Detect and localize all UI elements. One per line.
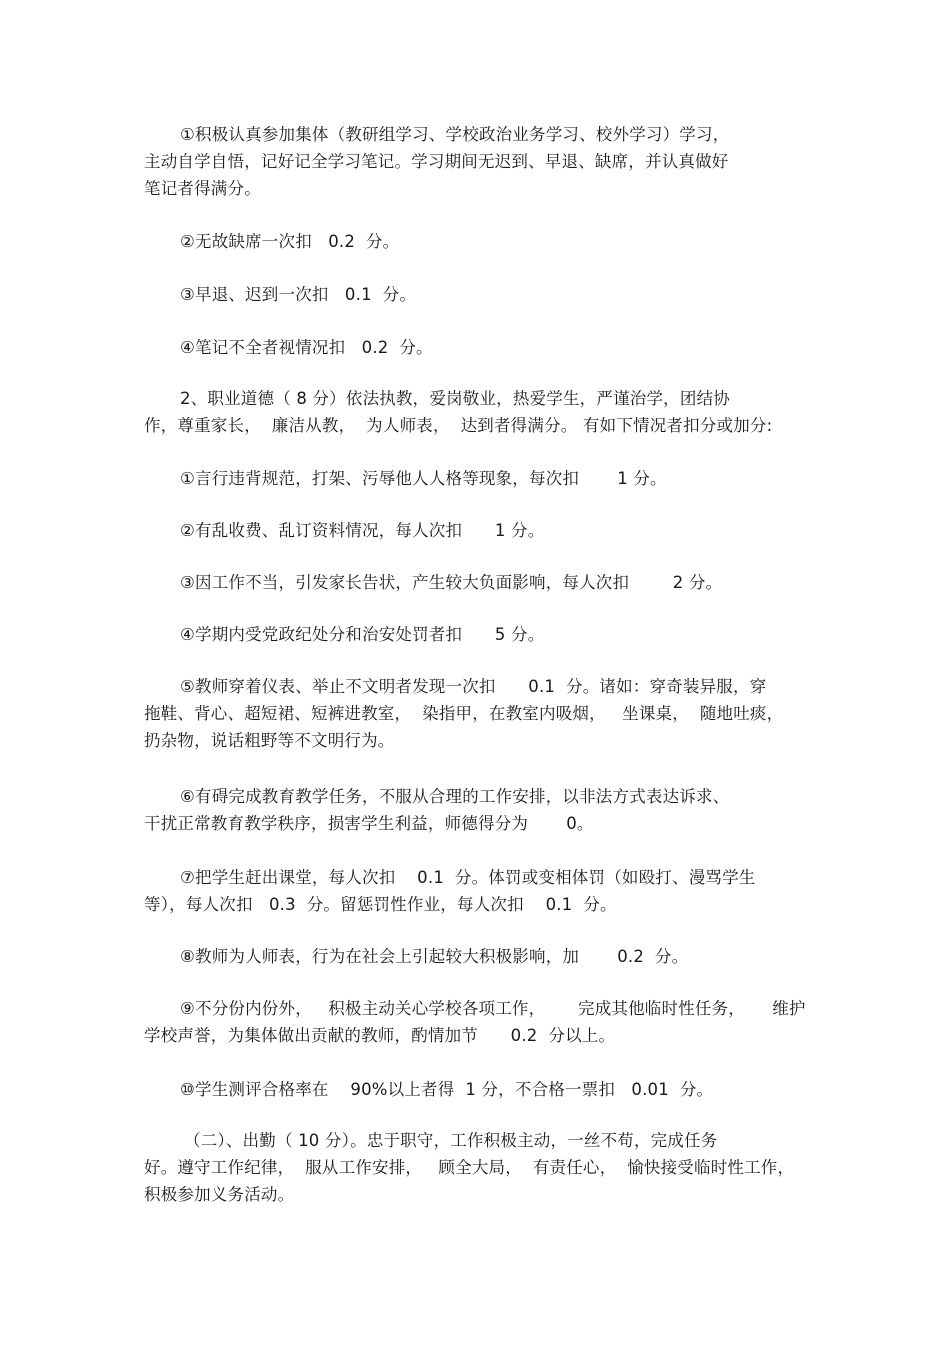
paragraph-line: 干扰正常教育教学秩序，损害学生利益，师德得分为 0。 <box>144 814 594 833</box>
paragraph-line: ⑦把学生赶出课堂，每人次扣 0.1 分。体罚或变相体罚（如殴打、漫骂学生 <box>180 868 756 887</box>
paragraph-3 <box>144 281 809 308</box>
paragraph-line: ⑩学生测评合格率在 90%以上者得 1 分，不合格一票扣 0.01 分。 <box>180 1080 714 1099</box>
paragraph-2 <box>144 228 809 255</box>
paragraph-16 <box>144 1127 809 1208</box>
paragraph-8 <box>144 569 809 596</box>
paragraph-14 <box>144 995 809 1049</box>
paragraph-9 <box>144 621 809 648</box>
paragraph-line: ④笔记不全者视情况扣 0.2 分。 <box>180 338 433 357</box>
paragraph-line: 好。遵守工作纪律， 服从工作安排， 顾全大局， 有责任心， 愉快接受临时性工作， <box>144 1158 795 1177</box>
paragraph-4 <box>144 334 809 361</box>
paragraph-1 <box>144 121 809 202</box>
paragraph-6 <box>144 465 809 492</box>
paragraph-line: 主动自学自悟，记好记全学习笔记。学习期间无迟到、早退、缺席，并认真做好 <box>144 152 729 171</box>
paragraph-line: 扔杂物，说话粗野等不文明行为。 <box>144 731 395 750</box>
paragraph-15 <box>144 1076 809 1103</box>
paragraph-line: ⑨不分份内份外， 积极主动关心学校各项工作， 完成其他临时性任务， 维护 <box>180 999 806 1018</box>
paragraph-line: ④学期内受党政纪处分和治安处罚者扣 5 分。 <box>180 625 545 644</box>
paragraph-line: ②有乱收费、乱订资料情况，每人次扣 1 分。 <box>180 521 545 540</box>
paragraph-line: ③因工作不当，引发家长告状，产生较大负面影响，每人次扣 2 分。 <box>180 573 723 592</box>
paragraph-line: ⑧教师为人师表，行为在社会上引起较大积极影响，加 0.2 分。 <box>180 947 689 966</box>
paragraph-12 <box>144 864 809 918</box>
paragraph-line: 等），每人次扣 0.3 分。留惩罚性作业，每人次扣 0.1 分。 <box>144 895 617 914</box>
paragraph-line: ⑥有碍完成教育教学任务，不服从合理的工作安排，以非法方式表达诉求、 <box>180 787 730 806</box>
paragraph-5 <box>144 385 809 439</box>
paragraph-line: 学校声誉，为集体做出贡献的教师，酌情加节 0.2 分以上。 <box>144 1026 616 1045</box>
paragraph-line: ②无故缺席一次扣 0.2 分。 <box>180 232 400 251</box>
paragraph-line: ①言行违背规范，打架、污辱他人人格等现象，每次扣 1 分。 <box>180 469 667 488</box>
paragraph-line: 拖鞋、背心、超短裙、短裤进教室， 染指甲，在教室内吸烟， 坐课桌， 随地吐痰， <box>144 704 784 723</box>
paragraph-line: 2、职业道德（ 8 分）依法执教，爱岗敬业，热爱学生，严谨治学，团结协 <box>180 389 730 408</box>
paragraph-11 <box>144 783 809 837</box>
paragraph-line: （二）、出勤（ 10 分）。忠于职守，工作积极主动，一丝不苟，完成任务 <box>184 1131 718 1150</box>
paragraph-line: 积极参加义务活动。 <box>144 1185 295 1204</box>
paragraph-line: ①积极认真参加集体（教研组学习、学校政治业务学习、校外学习）学习， <box>180 125 730 144</box>
paragraph-line: ⑤教师穿着仪表、举止不文明者发现一次扣 0.1 分。诸如：穿奇装异服，穿 <box>180 677 767 696</box>
paragraph-line: ③早退、迟到一次扣 0.1 分。 <box>180 285 417 304</box>
paragraph-7 <box>144 517 809 544</box>
paragraph-line: 作，尊重家长， 廉洁从教， 为人师表， 达到者得满分。 有如下情况者扣分或加分: <box>144 416 773 435</box>
paragraph-10 <box>144 673 809 754</box>
paragraph-13 <box>144 943 809 970</box>
paragraph-line: 笔记者得满分。 <box>144 179 261 198</box>
